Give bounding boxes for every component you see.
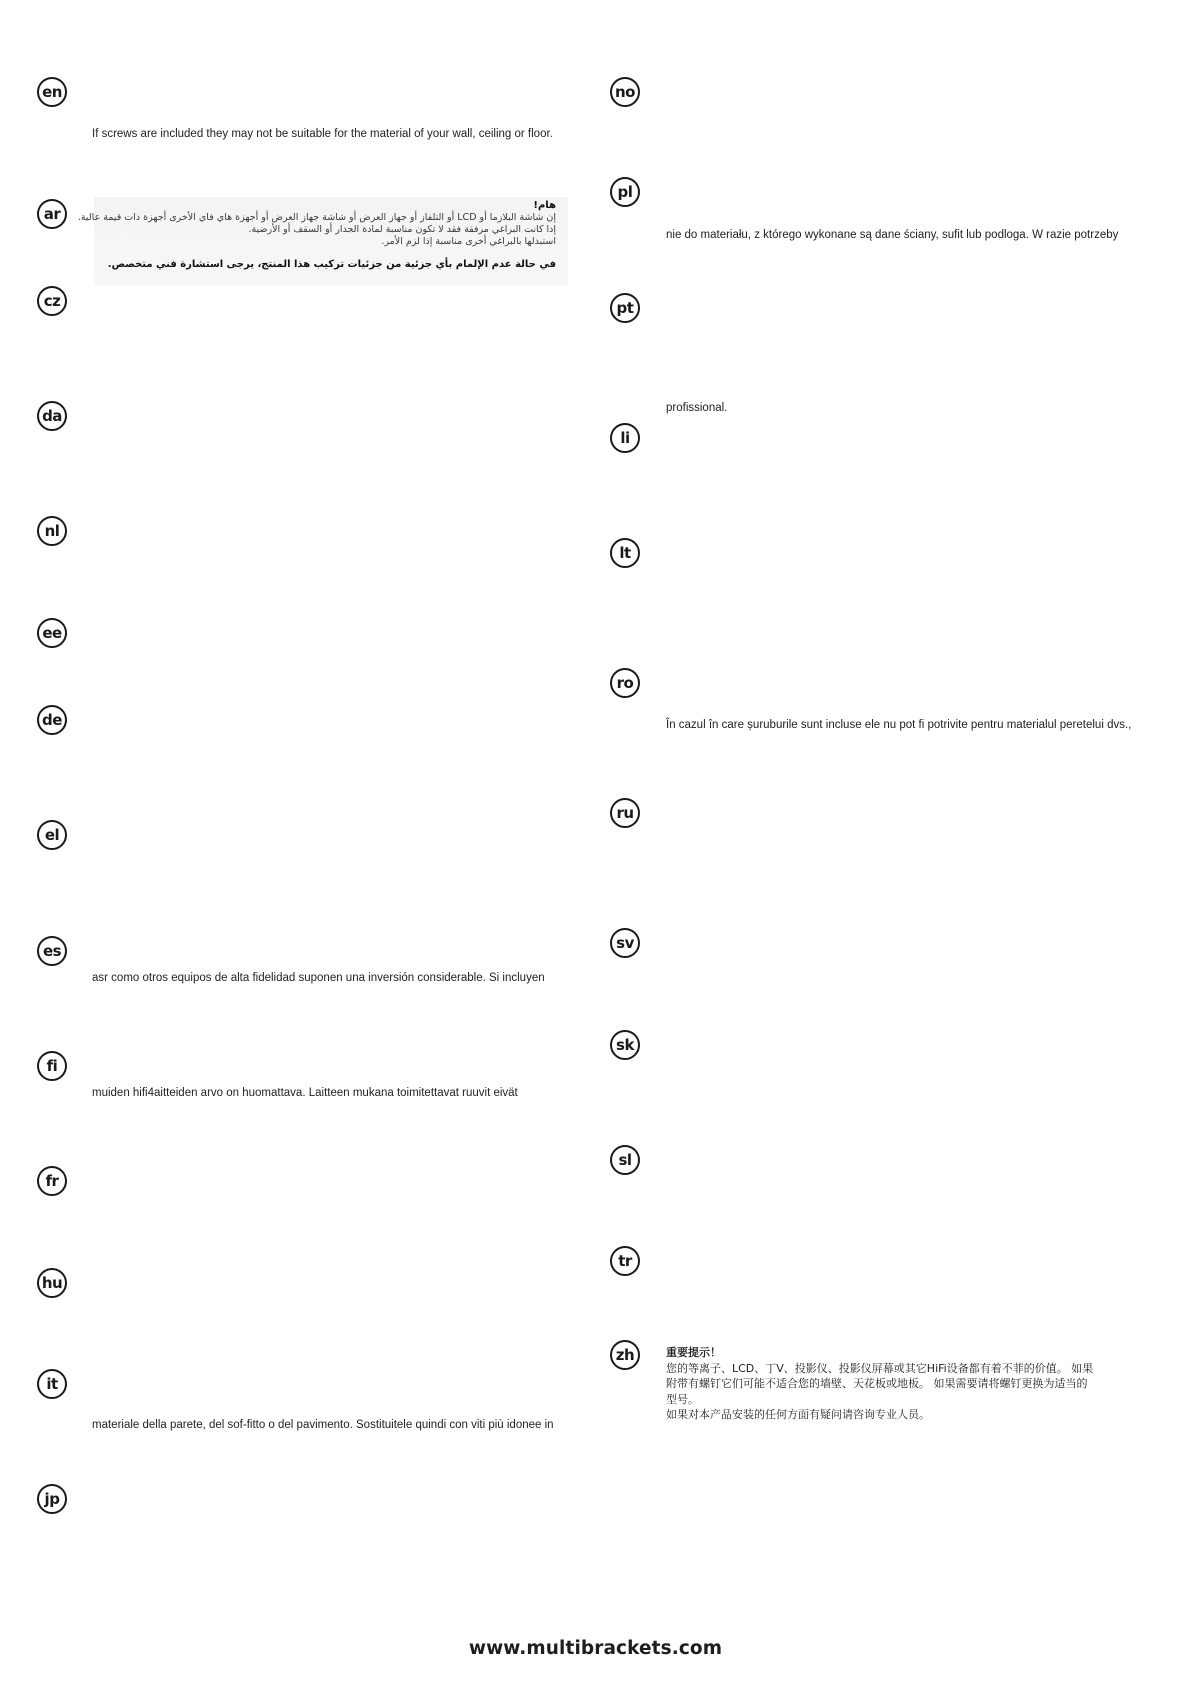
language-code: tr <box>618 1251 632 1270</box>
language-badge-li <box>610 423 640 453</box>
language-badge-hu <box>37 1268 67 1298</box>
language-code: de <box>42 710 62 729</box>
language-code: cz <box>43 291 61 310</box>
language-code: da <box>42 406 62 425</box>
zh-warning-block <box>666 1345 1093 1423</box>
it-warning-text: materiale della parete, del sof-fitto o del pavimento. Sostituitele quindi con viti più idonee in <box>92 1419 554 1431</box>
language-badge-it <box>37 1369 67 1399</box>
language-badge-pl <box>610 177 640 207</box>
arabic-warning-image <box>77 197 568 285</box>
en-warning-text: If screws are included they may not be suitable for the material of your wall, ceiling or floor. <box>92 128 553 140</box>
language-badge-es <box>37 936 67 966</box>
zh-title: 重要提示！ <box>666 1346 721 1359</box>
arabic-line-2: إذا كانت البراغي مرفقة فقد لا تكون مناسبة لمادة الجدار أو السقف أو الأرضية. <box>248 224 556 235</box>
language-badge-de <box>37 705 67 735</box>
zh-line-4: 如果对本产品安装的任何方面有疑问请咨询专业人员。 <box>666 1408 930 1421</box>
language-badge-nl <box>37 516 67 546</box>
language-code: lt <box>619 543 631 562</box>
language-badge-fi <box>37 1051 67 1081</box>
language-badge-cz <box>37 286 67 316</box>
language-code: fr <box>45 1171 59 1190</box>
language-code: nl <box>44 521 60 540</box>
language-code: hu <box>41 1273 63 1292</box>
language-badge-sl <box>610 1145 640 1175</box>
language-code: ee <box>42 623 62 642</box>
language-badge-no <box>610 77 640 107</box>
language-code: es <box>42 941 62 960</box>
language-code: sv <box>616 933 634 952</box>
language-badge-tr <box>610 1246 640 1276</box>
pl-warning-text: nie do materiału, z którego wykonane są dane ściany, sufit lub podloga. W razie potrzeby <box>666 229 1119 241</box>
language-code: el <box>44 825 60 844</box>
language-code: fi <box>46 1056 58 1075</box>
language-badge-en <box>37 77 67 107</box>
fi-warning-text: muiden hifi4aitteiden arvo on huomattava. Laitteen mukana toimitettavat ruuvit eivät <box>92 1087 518 1099</box>
language-code: zh <box>615 1345 635 1364</box>
language-badge-lt <box>610 538 640 568</box>
language-badge-fr <box>37 1166 67 1196</box>
language-code: en <box>42 82 62 101</box>
footer-url: www.multibrackets.com <box>468 1638 723 1659</box>
language-code: no <box>615 82 635 101</box>
language-badge-ro <box>610 668 640 698</box>
language-code: pt <box>616 298 634 317</box>
arabic-line-4: في حالة عدم الإلمام بأي جزئية من جزئيات تركيب هذا المنتج، يرجى استشارة فني متخصص. <box>107 259 556 270</box>
language-code: sk <box>616 1035 634 1054</box>
language-badge-zh <box>610 1340 640 1370</box>
zh-line-1: 您的等离子、LCD、丁V、投影仪、投影仪屏幕或其它HiFi设备都有着不菲的价值。 如果 <box>666 1361 1094 1375</box>
language-badge-jp <box>37 1484 67 1514</box>
zh-line-2: 附带有螺钉它们可能不适合您的墙壁、天花板或地板。 如果需要请将螺钉更换为适当的 <box>666 1377 1088 1390</box>
pt-warning-text: profissional. <box>666 402 728 414</box>
language-badge-el <box>37 820 67 850</box>
language-code: li <box>620 428 630 447</box>
zh-line-3: 型号。 <box>666 1392 699 1406</box>
language-code: pl <box>617 182 633 201</box>
language-badge-da <box>37 401 67 431</box>
arabic-line-1: إن شاشة البلازما أو LCD أو التلفاز أو جهاز العرض أو شاشة جهاز العرض أو أجهزة هاي فاي الأخرى أجهزة ذات قيمة عالية. <box>77 212 556 223</box>
language-badge-ar <box>37 199 67 229</box>
language-badge-sk <box>610 1030 640 1060</box>
language-badge-ee <box>37 618 67 648</box>
language-badge-ru <box>610 798 640 828</box>
es-warning-text: asr como otros equipos de alta fidelidad suponen una inversión considerable. Si incluyen <box>92 972 545 984</box>
language-badge-sv <box>610 928 640 958</box>
language-code: sl <box>618 1150 632 1169</box>
language-code: ro <box>616 673 634 692</box>
language-code: it <box>46 1374 58 1393</box>
ro-warning-text: În cazul în care șuruburile sunt incluse ele nu pot fi potrivite pentru materialul peretelui dvs., <box>666 719 1132 731</box>
arabic-heading: هام! <box>533 200 556 211</box>
language-code: ru <box>616 803 634 822</box>
language-code: ar <box>43 204 61 223</box>
language-badge-pt <box>610 293 640 323</box>
language-code: jp <box>44 1489 60 1508</box>
arabic-line-3: استبدلها بالبراغي أخرى مناسبة إذا لزم الأمر. <box>381 236 556 247</box>
